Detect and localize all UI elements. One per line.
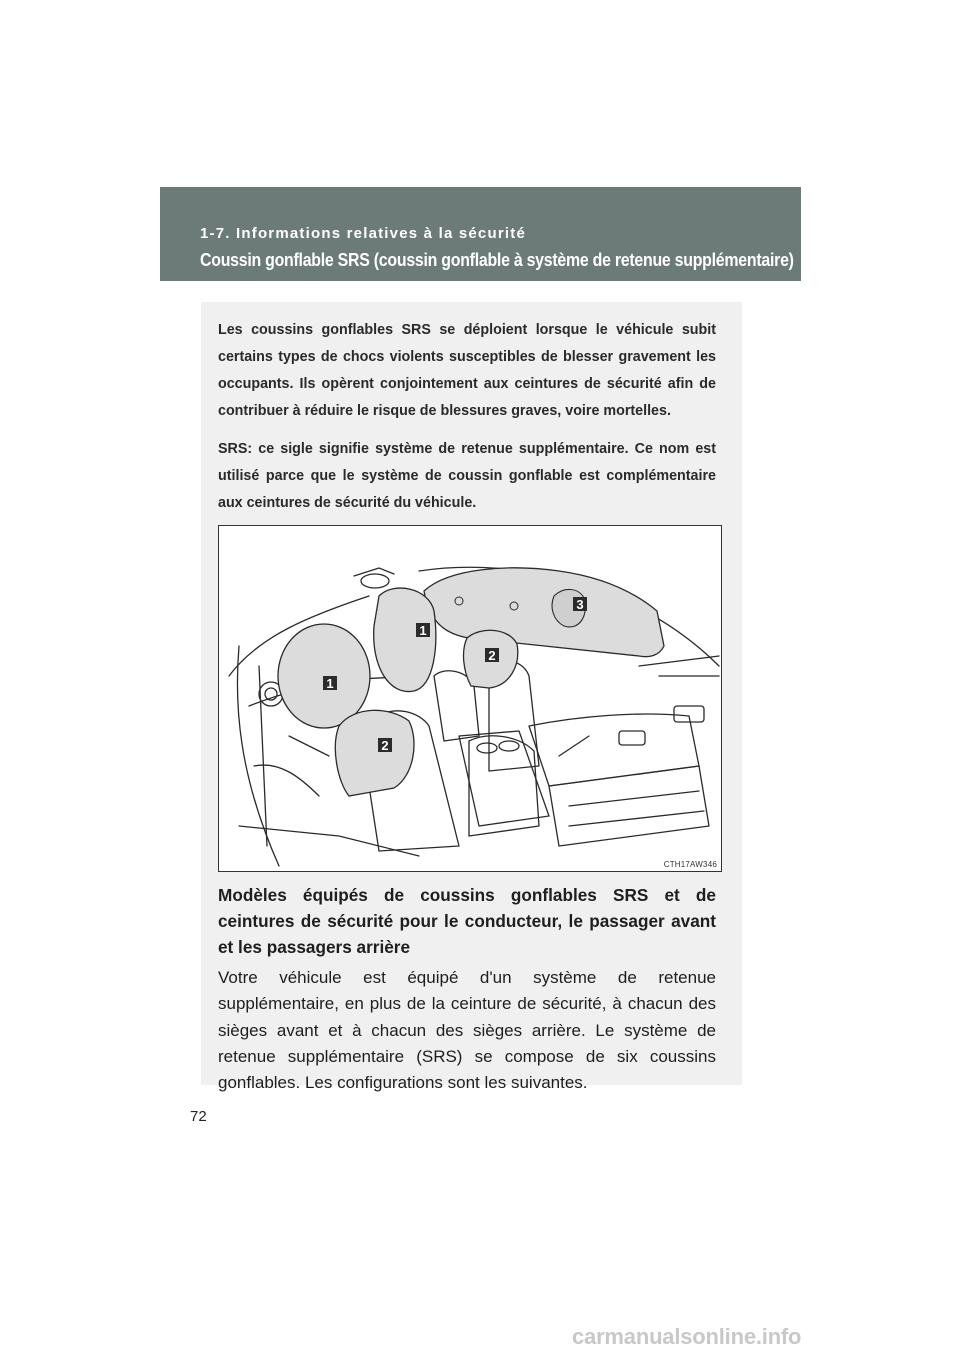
svg-text:1: 1 bbox=[326, 676, 334, 691]
callout-badge-1-passenger bbox=[416, 623, 430, 638]
watermark: carmanualsonline.info bbox=[572, 1324, 802, 1349]
figure-code: CTH17AW346 bbox=[663, 860, 717, 869]
svg-text:2: 2 bbox=[488, 648, 496, 663]
airbag-illustration bbox=[218, 525, 722, 872]
section-label: 1-7. Informations relatives à la sécurité bbox=[200, 225, 526, 242]
page-title: Coussin gonflable SRS (coussin gonflable à système de retenue supplémentaire) bbox=[200, 249, 794, 270]
car-interior-drawing bbox=[219, 526, 722, 872]
section-heading: Modèles équipés de coussins gonflables SRS et de ceintures de sécurité pour le conducteur, le passager avant et les passagers arrière bbox=[218, 885, 716, 957]
intro-paragraph-1: Les coussins gonflables SRS se déploient lorsque le véhicule subit certains types de chocs violents susceptibles de blesser gravement les occupants. Ils opèrent conjointement aux ceintures de sécurité afin de contribuer à réduire le risque de blessures graves, voire mortelles. bbox=[218, 322, 716, 419]
svg-text:2: 2 bbox=[381, 738, 389, 753]
svg-text:3: 3 bbox=[576, 597, 584, 612]
callout-badge-2-passenger bbox=[485, 648, 499, 663]
intro-paragraph-2: SRS: ce sigle signifie système de retenue supplémentaire. Ce nom est utilisé parce que le système de coussin gonflable est complémentaire aux ceintures de sécurité du véhicule. bbox=[218, 441, 716, 511]
callout-badge-1-driver bbox=[323, 676, 337, 691]
callout-badge-2-driver bbox=[378, 738, 392, 753]
svg-text:1: 1 bbox=[419, 623, 427, 638]
page-number: 72 bbox=[190, 1108, 207, 1125]
section-body: Votre véhicule est équipé d'un système de retenue supplémentaire, en plus de la ceinture de sécurité, à chacun des sièges avant et à chacun des sièges arrière. Le système de retenue supplémentaire (SRS) se compose de six coussins gonflables. Les configurations sont les suivantes. bbox=[218, 968, 716, 1093]
section-header bbox=[160, 187, 801, 281]
callout-badge-3-curtain bbox=[573, 597, 587, 612]
